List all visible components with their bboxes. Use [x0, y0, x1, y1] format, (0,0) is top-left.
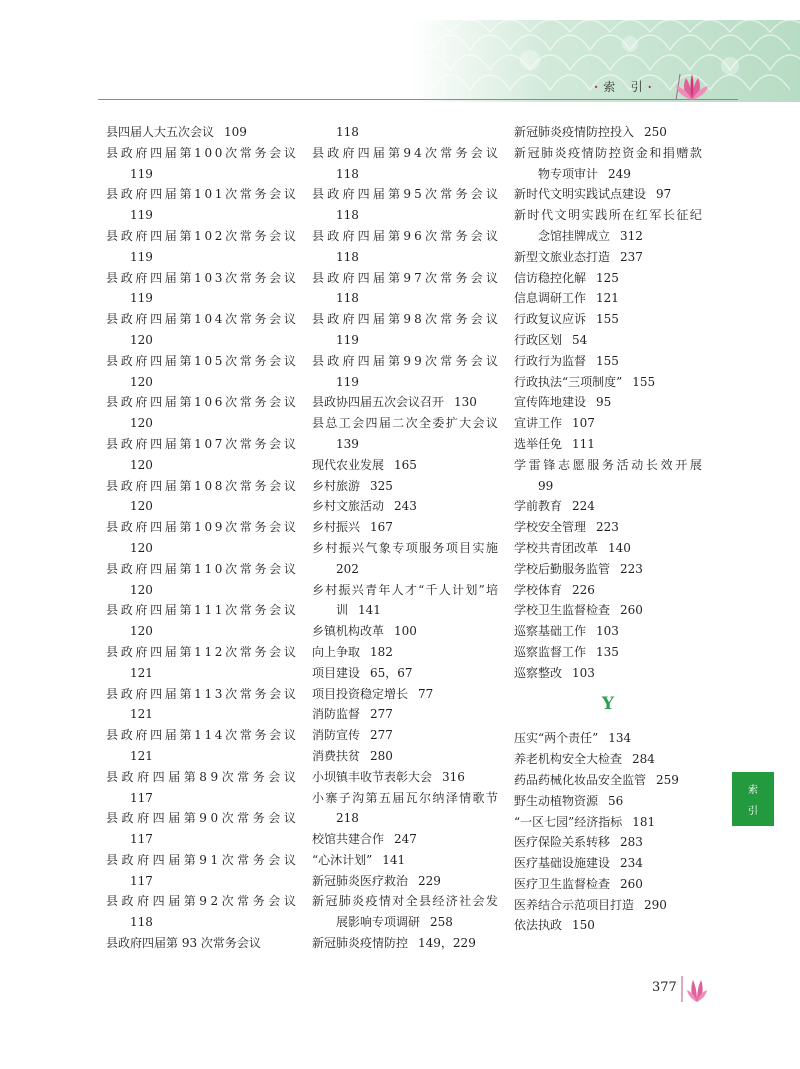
index-entry [312, 392, 498, 413]
index-entry-page: 223 [596, 520, 619, 535]
index-entry-page: 280 [370, 748, 393, 763]
index-entry-term: 县 政 府 四 届 第 1 0 2 次 常 务 会 议 [106, 228, 296, 243]
index-entry-page: 277 [370, 728, 393, 743]
index-entry-continuation: 118 [336, 125, 359, 139]
index-entry [312, 226, 498, 268]
index-entry-term: 学前教育 224 [514, 499, 595, 514]
index-entry [312, 309, 498, 351]
index-entry [106, 933, 296, 954]
index-entry-term: 巡察整改 103 [514, 665, 595, 680]
index-entry-page: 312 [620, 228, 643, 243]
index-entry-term: 县 政 府 四 届 第 9 1 次 常 务 会 议 [106, 852, 296, 867]
index-entry-term: 县 政 府 四 届 第 1 1 3 次 常 务 会 议 [106, 686, 296, 701]
section-letter: Y [601, 693, 615, 714]
index-entry-page: 141 [382, 852, 406, 867]
index-entry-term: 县 政 府 四 届 第 1 0 8 次 常 务 会 议 [106, 478, 296, 493]
index-entry [514, 621, 702, 642]
index-entry-term: 宣讲工作 107 [514, 416, 595, 431]
index-entry-term: 医疗保险关系转移 283 [514, 835, 643, 850]
header-label-right: 引 [630, 80, 644, 94]
index-entry [106, 767, 296, 809]
index-entry-page: 165 [394, 457, 417, 472]
index-entry [312, 413, 498, 455]
index-entry-term: 依法执政 150 [514, 918, 595, 933]
index-entry-term: 新冠肺炎医疗救治 229 [312, 873, 441, 888]
index-entry-continuation: 训 141 [336, 603, 381, 618]
index-entry-term: 医疗基础设施建设 234 [514, 856, 643, 871]
index-entry-continuation: 119 [130, 249, 153, 264]
index-entry [514, 496, 702, 517]
index-entry-term: 县 政 府 四 届 第 9 9 次 常 务 会 议 [312, 353, 498, 368]
index-column-2 [312, 122, 498, 954]
index-entry [514, 749, 702, 770]
index-entry [514, 559, 702, 580]
index-entry [106, 143, 296, 185]
index-entry-term: 项目投资稳定增长 77 [312, 686, 434, 701]
index-entry-term: 信访稳控化解 125 [514, 270, 619, 285]
index-entry-term: 消防监督 277 [312, 707, 393, 722]
index-entry [514, 122, 702, 143]
index-entry-continuation: 121 [130, 748, 153, 763]
index-entry-term: 新 冠 肺 炎 疫 情 防 控 资 金 和 捐 赠 款 [514, 145, 702, 160]
running-header: · 索 引 · [594, 80, 653, 94]
index-entry-page: 155 [632, 374, 656, 389]
index-entry [106, 600, 296, 642]
index-entry-term: 县 政 府 四 届 第 9 8 次 常 务 会 议 [312, 312, 498, 327]
index-entry-page: 149，229 [418, 936, 476, 951]
lotus-flower-icon [672, 70, 712, 104]
index-entry-term: 行政行为监督 155 [514, 353, 619, 368]
index-entry [106, 226, 296, 268]
index-entry [514, 853, 702, 874]
index-entry-term: 学校后勤服务监管 223 [514, 561, 643, 576]
index-entry [514, 517, 702, 538]
index-entry [106, 850, 296, 892]
index-entry-term: 新型文旅业态打造 237 [514, 249, 643, 264]
index-entry-page: 224 [572, 499, 595, 514]
index-entry-page: 229 [418, 873, 441, 888]
index-entry-page: 107 [572, 416, 595, 431]
index-entry [106, 725, 296, 767]
index-entry [514, 205, 702, 247]
index-entry [514, 143, 702, 185]
index-entry-term: 宣传阵地建设 95 [514, 395, 612, 410]
index-entry [514, 309, 702, 330]
index-entry-term: “心沐计划” 141 [312, 852, 406, 867]
index-entry [312, 476, 498, 497]
index-entry-term: 乡村振兴 167 [312, 520, 393, 535]
index-entry-page: 260 [620, 876, 643, 891]
index-entry-page: 134 [608, 731, 632, 746]
index-entry-term: 消费扶贫 280 [312, 748, 393, 763]
lotus-flower-icon [686, 974, 708, 1004]
index-entry [312, 496, 498, 517]
index-entry-term: 县四届人大五次会议 109 [106, 125, 247, 139]
index-entry-continuation: 119 [130, 291, 153, 306]
index-entry-page: 249 [608, 166, 631, 181]
index-entry-term: 医养结合示范项目打造 290 [514, 897, 667, 912]
index-entry-term: 新 时 代 文 明 实 践 所 在 红 军 长 征 纪 [514, 208, 702, 223]
index-entry [312, 871, 498, 892]
index-entry-term: 县政府四届第 93 次常务会议 [106, 936, 261, 951]
index-entry [514, 812, 702, 833]
index-entry-continuation: 120 [130, 540, 153, 555]
index-entry-term: 学校共青团改革 140 [514, 540, 631, 555]
index-entry-term: 县 政 府 四 届 第 9 2 次 常 务 会 议 [106, 894, 296, 909]
index-entry-term: 校馆共建合作 247 [312, 832, 417, 847]
index-entry [312, 767, 498, 788]
index-entry [514, 642, 702, 663]
index-entry [312, 517, 498, 538]
index-entry-continuation: 念馆挂牌成立 312 [538, 228, 643, 243]
index-entry [312, 746, 498, 767]
index-entry-term: 县 政 府 四 届 第 1 0 6 次 常 务 会 议 [106, 395, 296, 410]
index-entry-page: 150 [572, 918, 595, 933]
index-entry-continuation: 117 [130, 790, 153, 805]
index-entry-page: 223 [620, 561, 643, 576]
index-entry-term: 县 政 府 四 届 第 1 1 1 次 常 务 会 议 [106, 603, 296, 618]
index-entry-continuation: 120 [130, 416, 153, 431]
index-entry-continuation: 218 [336, 811, 359, 826]
index-entry-term: 向上争取 182 [312, 644, 393, 659]
side-tab [732, 772, 774, 826]
index-entry-term: 信息调研工作 121 [514, 291, 619, 306]
index-entry-page: 316 [442, 769, 465, 784]
index-entry-continuation: 119 [130, 208, 153, 223]
index-entry-continuation: 119 [336, 374, 359, 389]
index-entry-continuation: 展影响专项调研 258 [336, 915, 453, 930]
index-entry-term: 行政复议应诉 155 [514, 312, 619, 327]
index-entry [312, 850, 498, 871]
index-entry [514, 663, 702, 684]
index-entry-term: 县 政 府 四 届 第 9 4 次 常 务 会 议 [312, 145, 498, 160]
index-entry-page: 95 [596, 395, 612, 410]
index-entry-page: 182 [370, 644, 393, 659]
index-entry [106, 642, 296, 684]
index-entry-term: 县 政 府 四 届 第 1 1 0 次 常 务 会 议 [106, 561, 296, 576]
index-entry [514, 600, 702, 621]
index-entry-continuation: 118 [130, 915, 153, 930]
index-entry-page: 140 [608, 540, 631, 555]
index-entry [106, 309, 296, 351]
index-entry-term: 乡村旅游 325 [312, 478, 393, 493]
index-entry-continuation: 121 [130, 665, 153, 680]
index-entry-page: 130 [454, 395, 477, 410]
index-entry-term: 县 政 府 四 届 第 9 6 次 常 务 会 议 [312, 228, 498, 243]
index-entry [514, 351, 702, 372]
index-entry [312, 122, 498, 143]
index-entry-page: 250 [644, 125, 667, 139]
index-entry-page: 234 [620, 856, 643, 871]
index-entry-term: 县 政 府 四 届 第 1 0 3 次 常 务 会 议 [106, 270, 296, 285]
index-entry-page: 65，67 [370, 665, 413, 680]
index-entry-term: 县 政 府 四 届 第 1 0 5 次 常 务 会 议 [106, 353, 296, 368]
index-entry-term: 县 政 府 四 届 第 8 9 次 常 务 会 议 [106, 769, 296, 784]
index-entry-page: 260 [620, 603, 643, 618]
index-entry [514, 874, 702, 895]
index-entry [514, 770, 702, 791]
index-entry-term: 县政协四届五次会议召开 130 [312, 395, 477, 410]
index-entry [106, 184, 296, 226]
index-entry-page: 155 [596, 312, 619, 327]
index-entry [312, 891, 498, 933]
index-entry-term: 现代农业发展 165 [312, 457, 417, 472]
index-entry-page: 259 [656, 772, 679, 787]
index-entry-term: 乡 村 振 兴 气 象 专 项 服 务 项 目 实 施 [312, 540, 498, 555]
index-entry-term: 行政区划 54 [514, 332, 588, 347]
index-entry-term: 乡 村 振 兴 青 年 人 才 “ 千 人 计 划 ” 培 [312, 582, 498, 597]
index-entry-page: 290 [644, 897, 667, 912]
index-entry [106, 559, 296, 601]
side-tab-line-2: 引 [748, 806, 758, 817]
index-entry-term: 县 政 府 四 届 第 9 5 次 常 务 会 议 [312, 187, 498, 202]
index-entry-page: 100 [394, 624, 417, 639]
index-entry [312, 829, 498, 850]
index-entry-page: 277 [370, 707, 393, 722]
index-entry-term: 学校安全管理 223 [514, 520, 619, 535]
index-entry-page: 125 [596, 270, 619, 285]
index-entry [312, 933, 498, 954]
index-entry [514, 832, 702, 853]
index-entry [312, 704, 498, 725]
header-label-left: 索 [603, 80, 617, 94]
index-entry-term: 新 冠 肺 炎 疫 情 对 全 县 经 济 社 会 发 [312, 894, 498, 909]
index-entry [514, 184, 702, 205]
index-entry [514, 268, 702, 289]
index-entry-continuation: 117 [130, 873, 153, 888]
index-entry [106, 351, 296, 393]
index-entry-page: 135 [596, 644, 619, 659]
index-entry-term: 县 总 工 会 四 届 二 次 全 委 扩 大 会 议 [312, 416, 498, 431]
index-entry-term: 养老机构安全大检查 284 [514, 752, 655, 767]
index-entry-continuation: 118 [336, 291, 359, 306]
index-entry-page: 97 [656, 187, 672, 202]
index-entry-term: 巡察基础工作 103 [514, 624, 619, 639]
index-entry-term: 小坝镇丰收节表彰大会 316 [312, 769, 465, 784]
index-entry [514, 372, 702, 393]
index-entry [312, 684, 498, 705]
index-entry [312, 455, 498, 476]
index-entry [106, 684, 296, 726]
index-entry-term: 新冠肺炎疫情防控 149，229 [312, 936, 476, 951]
index-entry [312, 538, 498, 580]
index-entry-continuation: 202 [336, 561, 359, 576]
index-entry [106, 392, 296, 434]
index-entry-term: 县 政 府 四 届 第 9 7 次 常 务 会 议 [312, 270, 498, 285]
index-entry-term: 项目建设 65，67 [312, 665, 413, 680]
index-entry-continuation: 物专项审计 249 [538, 166, 631, 181]
index-entry [106, 517, 296, 559]
index-entry [514, 413, 702, 434]
index-entry [312, 580, 498, 622]
page-number-divider [681, 976, 683, 1002]
index-entry [106, 476, 296, 518]
index-entry [312, 184, 498, 226]
index-entry [312, 663, 498, 684]
index-entry-page: 284 [632, 752, 655, 767]
index-entry [514, 915, 702, 936]
index-entry-continuation: 119 [130, 166, 153, 181]
index-entry-continuation: 120 [130, 374, 153, 389]
index-entry-term: 县 政 府 四 届 第 1 0 0 次 常 务 会 议 [106, 145, 296, 160]
index-entry [514, 895, 702, 916]
index-entry-page: 226 [572, 582, 595, 597]
index-entry-term: 乡镇机构改革 100 [312, 624, 417, 639]
index-entry-page: 167 [370, 520, 393, 535]
index-entry [312, 621, 498, 642]
index-entry-term: 医疗卫生监督检查 260 [514, 876, 643, 891]
index-entry-page: 54 [572, 332, 588, 347]
index-entry-continuation: 118 [336, 208, 359, 223]
index-entry-page: 181 [632, 814, 656, 829]
index-entry-continuation: 121 [130, 707, 153, 722]
index-entry [312, 351, 498, 393]
index-entry-term: 县 政 府 四 届 第 9 0 次 常 务 会 议 [106, 811, 296, 826]
index-entry-term: 学校卫生监督检查 260 [514, 603, 643, 618]
page-number: 377 [652, 980, 677, 995]
index-entry [312, 642, 498, 663]
index-entry [514, 330, 702, 351]
index-entry-continuation: 118 [336, 249, 359, 264]
index-entry [514, 455, 702, 497]
index-entry [106, 268, 296, 310]
index-entry-page: 283 [620, 835, 643, 850]
index-entry-page: 103 [572, 665, 595, 680]
header-rule [98, 99, 738, 100]
index-entry-term: 小 寨 子 沟 第 五 届 瓦 尔 纳 泽 情 歌 节 [312, 790, 498, 805]
index-entry-term: 县 政 府 四 届 第 1 0 4 次 常 务 会 议 [106, 312, 296, 327]
index-entry-term: 乡村文旅活动 243 [312, 499, 417, 514]
index-entry [514, 728, 702, 749]
index-entry [106, 808, 296, 850]
index-entry [514, 288, 702, 309]
index-entry-term: 县 政 府 四 届 第 1 1 2 次 常 务 会 议 [106, 644, 296, 659]
index-entry-term: 学校体育 226 [514, 582, 595, 597]
index-entry-term: 新冠肺炎疫情防控投入 250 [514, 125, 667, 139]
index-entry [106, 434, 296, 476]
index-column-1 [106, 122, 296, 954]
index-entry [514, 791, 702, 812]
index-entry-continuation: 139 [336, 436, 359, 451]
index-entry-continuation: 99 [538, 478, 554, 493]
index-column-3 [514, 122, 702, 936]
index-entry-term: 县 政 府 四 届 第 1 0 1 次 常 务 会 议 [106, 187, 296, 202]
index-entry [514, 247, 702, 268]
index-entry-term: 选举任免 111 [514, 436, 595, 451]
index-entry [106, 122, 296, 143]
index-entry [514, 392, 702, 413]
index-entry-page: 237 [620, 249, 643, 264]
index-entry-page: 155 [596, 353, 619, 368]
index-entry-continuation: 118 [336, 166, 359, 181]
index-entry-page: 111 [572, 436, 595, 451]
index-entry-term: 行政执法“三项制度” 155 [514, 374, 656, 389]
index-entry-term: 县 政 府 四 届 第 1 0 9 次 常 务 会 议 [106, 520, 296, 535]
index-entry-continuation: 117 [130, 832, 153, 847]
index-entry [312, 788, 498, 830]
index-entry-page: 56 [608, 793, 624, 808]
index-entry-continuation: 120 [130, 499, 153, 514]
index-entry-term: 消防宣传 277 [312, 728, 393, 743]
index-entry-term: 县 政 府 四 届 第 1 0 7 次 常 务 会 议 [106, 436, 296, 451]
index-entry-page: 325 [370, 478, 393, 493]
index-entry-page: 243 [394, 499, 417, 514]
index-entry-term: 巡察监督工作 135 [514, 644, 619, 659]
index-entry-page: 121 [596, 291, 619, 306]
index-entry-page: 247 [394, 832, 417, 847]
index-entry-term: 新时代文明实践试点建设 97 [514, 187, 672, 202]
index-entry-term: 县 政 府 四 届 第 1 1 4 次 常 务 会 议 [106, 728, 296, 743]
index-entry-page: 109 [224, 125, 247, 139]
index-entry [514, 434, 702, 455]
index-entry-page: 77 [418, 686, 434, 701]
side-tab-line-1: 索 [748, 785, 758, 796]
index-entry-term: “一区七园”经济指标 181 [514, 814, 656, 829]
index-entry-page: 258 [430, 915, 453, 930]
index-entry [514, 538, 702, 559]
index-entry-term: 学 雷 锋 志 愿 服 务 活 动 长 效 开 展 [514, 457, 702, 472]
index-entry-continuation: 120 [130, 582, 153, 597]
index-entry-continuation: 120 [130, 332, 153, 347]
index-entry-continuation: 120 [130, 457, 153, 472]
index-entry [312, 725, 498, 746]
index-entry [312, 143, 498, 185]
index-entry [312, 268, 498, 310]
index-entry-term: 野生动植物资源 56 [514, 793, 624, 808]
index-entry-term: 药品药械化妆品安全监管 259 [514, 772, 679, 787]
index-entry-continuation: 120 [130, 624, 153, 639]
index-entry-page: 141 [358, 603, 381, 618]
index-entry-term: 压实“两个责任” 134 [514, 731, 632, 746]
index-entry-continuation: 119 [336, 332, 359, 347]
index-entry [514, 580, 702, 601]
index-entry-page: 103 [596, 624, 619, 639]
index-entry [106, 891, 296, 933]
